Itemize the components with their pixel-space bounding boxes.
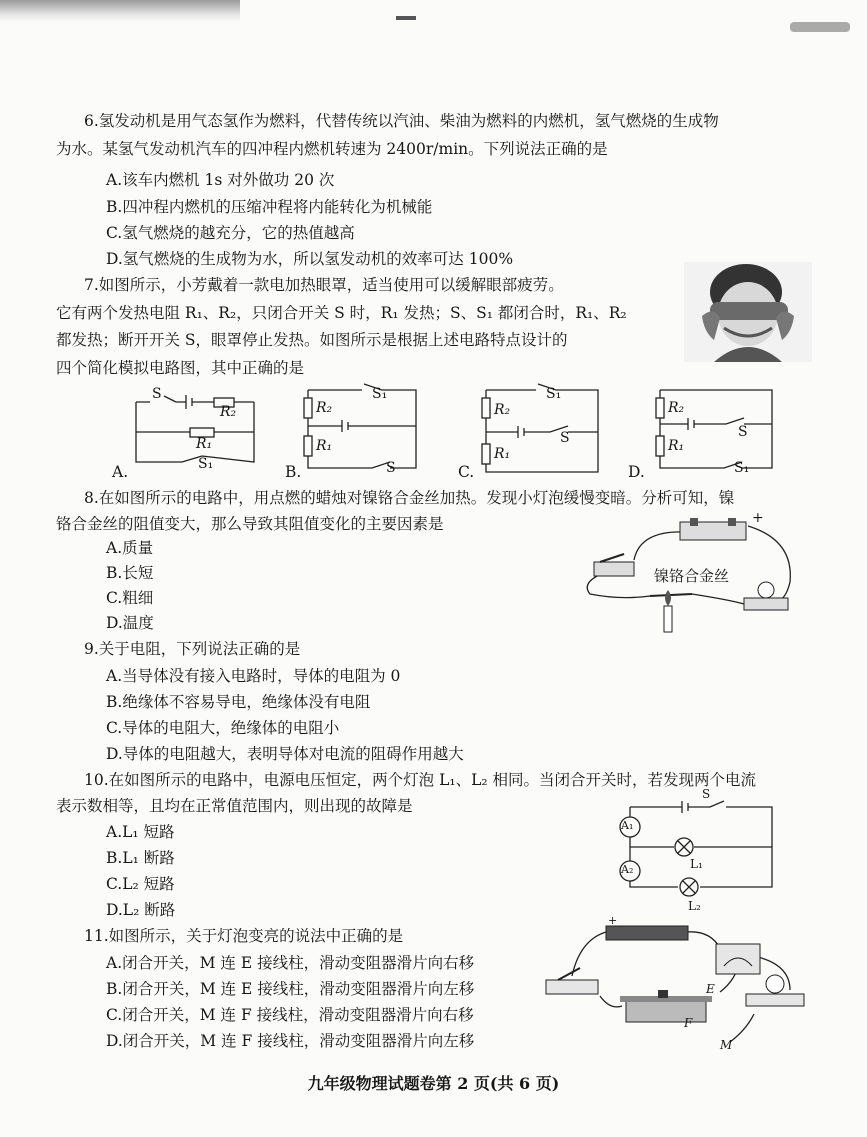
- q10-option-c: C.L₂ 短路: [106, 875, 175, 893]
- circuit-b-label: B.: [285, 463, 302, 481]
- q8-stem-line1: 8.在如图所示的电路中，用点燃的蜡烛对镍铬合金丝加热。发现小灯泡缓慢变暗。分析可知，镍: [84, 489, 735, 507]
- nichrome-wire-circuit-figure: [580, 510, 805, 640]
- circuit-diagram-b: [302, 384, 422, 480]
- q9-stem: 9.关于电阻，下列说法正确的是: [84, 640, 301, 658]
- circuit-a-label: A.: [112, 463, 129, 481]
- q11-stem: 11.如图所示，关于灯泡变亮的说法中正确的是: [84, 927, 404, 945]
- rheostat-circuit-figure: [540, 914, 815, 1055]
- circuit-d-s1-label: S₁: [734, 460, 750, 476]
- q8-option-d: D.温度: [106, 614, 154, 632]
- q8-option-c: C.粗细: [106, 589, 154, 607]
- circuit-c-r1-label: R₁: [494, 446, 511, 462]
- lamp-l2-label: L₂: [688, 899, 701, 913]
- q8-stem-line2: 铬合金丝的阻值变大，那么导致其阻值变化的主要因素是: [56, 515, 444, 533]
- switch-s-label: S: [702, 787, 711, 801]
- lamp-l1-label: L₁: [690, 857, 703, 871]
- q9-option-c: C.导体的电阻大，绝缘体的电阻小: [106, 719, 340, 737]
- nichrome-wire-label: 镍铬合金丝: [654, 567, 730, 585]
- q6-option-a: A.该车内燃机 1s 对外做功 20 次: [106, 171, 335, 189]
- q11-option-b: B.闭合开关，M 连 E 接线柱，滑动变阻器滑片向左移: [106, 980, 475, 998]
- q7-stem-line2: 它有两个发热电阻 R₁、R₂，只闭合开关 S 时，R₁ 发热；S、S₁ 都闭合时，R₁、R₂: [56, 304, 627, 322]
- q9-option-a: A.当导体没有接入电路时，导体的电阻为 0: [106, 667, 401, 685]
- circuit-d-r1-label: R₁: [668, 438, 685, 454]
- scan-smudge-top: [0, 0, 240, 22]
- circuit-a-s-label: S: [152, 386, 162, 402]
- eye-mask-photo: [684, 262, 812, 362]
- q10-stem-line2: 表示数相等，且均在正常值范围内，则出现的故障是: [56, 797, 413, 815]
- q11-option-c: C.闭合开关，M 连 F 接线柱，滑动变阻器滑片向右移: [106, 1006, 474, 1024]
- page-footer: 九年级物理试题卷第 2 页(共 6 页): [307, 1074, 560, 1093]
- circuit-a-r2-label: R₂: [220, 404, 237, 420]
- scan-mark-top: [396, 16, 416, 20]
- battery-plus-label: +: [752, 510, 764, 526]
- q11-option-d: D.闭合开关，M 连 F 接线柱，滑动变阻器滑片向左移: [106, 1032, 475, 1050]
- q6-stem-line2: 为水。某氢气发动机汽车的四冲程内燃机转速为 2400r/min。下列说法正确的是: [56, 140, 608, 158]
- q8-option-a: A.质量: [106, 539, 154, 557]
- scan-smudge-right: [790, 22, 850, 32]
- q9-option-d: D.导体的电阻越大，表明导体对电流的阻碍作用越大: [106, 745, 464, 763]
- q10-option-d: D.L₂ 断路: [106, 901, 176, 919]
- circuit-d-s-label: S: [738, 424, 748, 440]
- q6-option-b: B.四冲程内燃机的压缩冲程将内能转化为机械能: [106, 198, 433, 216]
- circuit-c-s-label: S: [560, 430, 570, 446]
- q10-circuit-diagram: [610, 787, 780, 915]
- circuit-diagram-c: [480, 384, 604, 480]
- q10-option-a: A.L₁ 短路: [106, 823, 175, 841]
- circuit-c-s1-label: S₁: [546, 386, 562, 402]
- q6-stem-line1: 6.氢发动机是用气态氢作为燃料，代替传统以汽油、柴油为燃料的内燃机，氢气燃烧的生成物: [84, 112, 719, 130]
- terminal-f-label: F: [684, 1016, 693, 1030]
- q7-stem-line3: 都发热；断开开关 S，眼罩停止发热。如图所示是根据上述电路特点设计的: [56, 331, 568, 349]
- q6-option-c: C.氢气燃烧的越充分，它的热值越高: [106, 224, 355, 242]
- battery-plus-label-q11: +: [608, 914, 618, 927]
- wire-m-label: M: [720, 1038, 733, 1052]
- circuit-c-r2-label: R₂: [494, 402, 511, 418]
- q10-option-b: B.L₁ 断路: [106, 849, 175, 867]
- ammeter-a1-label: A₁: [621, 819, 634, 832]
- circuit-b-s1-label: S₁: [372, 386, 388, 402]
- q6-option-d: D.氢气燃烧的生成物为水，所以氢发动机的效率可达 100%: [106, 250, 514, 268]
- q9-option-b: B.绝缘体不容易导电，绝缘体没有电阻: [106, 693, 371, 711]
- q11-option-a: A.闭合开关，M 连 E 接线柱，滑动变阻器滑片向右移: [106, 954, 475, 972]
- circuit-a-r1-label: R₁: [196, 436, 213, 452]
- circuit-diagram-d: [654, 384, 778, 480]
- circuit-b-s-label: S: [386, 460, 396, 476]
- q7-stem-line4: 四个简化模拟电路图，其中正确的是: [56, 359, 305, 377]
- q10-stem-line1: 10.在如图所示的电路中，电源电压恒定，两个灯泡 L₁、L₂ 相同。当闭合开关时，若发现两个电流: [84, 771, 757, 789]
- circuit-c-label: C.: [458, 463, 475, 481]
- circuit-a-s1-label: S₁: [198, 456, 214, 472]
- circuit-diagram-a: [130, 382, 260, 472]
- ammeter-a2-label: A₂: [621, 863, 634, 876]
- terminal-e-label: E: [706, 982, 715, 996]
- circuit-b-r1-label: R₁: [316, 438, 333, 454]
- circuit-d-label: D.: [628, 463, 645, 481]
- circuit-b-r2-label: R₂: [316, 400, 333, 416]
- q7-stem-line1: 7.如图所示，小芳戴着一款电加热眼罩，适当使用可以缓解眼部疲劳。: [84, 276, 564, 294]
- q8-option-b: B.长短: [106, 564, 154, 582]
- circuit-d-r2-label: R₂: [668, 400, 685, 416]
